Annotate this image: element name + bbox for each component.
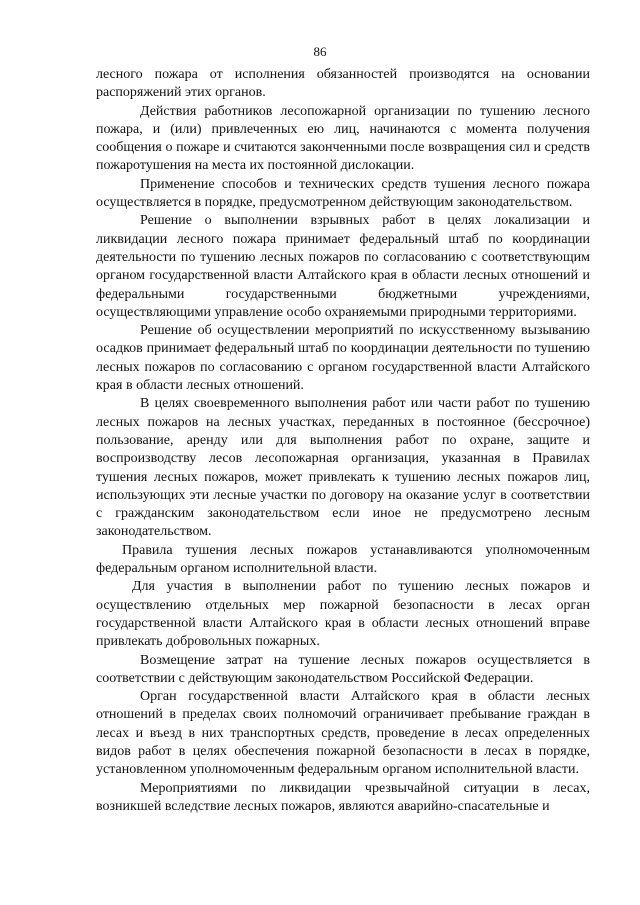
paragraph-volunteer-firefighters: Для участия в выполнении работ по тушению лесных пожаров и осуществлению отдельных мер пожарной безопасности в лесах орган государственной власти Алтайского края в области лесных отношений вправе привлекать добровольных пожарных.	[96, 579, 590, 650]
paragraph-emergency-measures: Мероприятиями по ликвидации чрезвычайной ситуации в лесах, возникшей вследствие лесных пожаров, являются аварийно-спасательные и	[96, 780, 590, 814]
paragraph-cost-reimbursement: Возмещение затрат на тушение лесных пожаров осуществляется в соответствии с действующим законодательством Российской Федерации.	[96, 652, 590, 686]
page-number: 86	[313, 44, 327, 59]
paragraph-continuation: лесного пожара от исполнения обязанностей производятся на основании распоряжений этих органов.	[96, 67, 590, 101]
paragraph-access-restriction: Орган государственной власти Алтайского края в области лесных отношений в пределах своих полномочий ограничивает пребывание граждан в лесах и въезд в них транспортных средств, проведение в лесах определенных видов работ в целях обеспечения пожарной безопасности в лесах в порядке, установленном уполномоченным федеральным органом исполнительной власти.	[96, 689, 590, 778]
paragraph-methods-and-means: Применение способов и технических средств тушения лесного пожара осуществляется в порядке, предусмотренном действующим законодательством.	[96, 176, 590, 211]
paragraph-rules-established: Правила тушения лесных пожаров устанавливаются уполномоченным федеральным органом исполнительной власти.	[96, 542, 590, 577]
paragraph-timely-works: В целях своевременного выполнения работ или части работ по тушению лесных пожаров на лесных участках, переданных в постоянное (бессрочное) пользование, аренду или для выполнения работ по охране, защите и воспроизводству лесов лесопожарная организация, указанная в Правилах тушения лесных пожаров, может привлекать к тушению лесных пожаров лиц, использующих эти лесные участки по договору на оказание услуг в соответствии с гражданским законодательством если иное не предусмотрено лесным законодательством.	[96, 396, 590, 540]
paragraph-blasting-works: Решение о выполнении взрывных работ в целях локализации и ликвидации лесного пожара принимает федеральный штаб по координации деятельности по тушению лесных пожаров по согласованию с соответствующим органом государственной власти Алтайского края в области лесных отношений и федеральными государственными бюджетными учреждениями, осуществляющими управление особо охраняемыми природными территориями.	[96, 213, 590, 320]
paragraph-artificial-precipitation: Решение об осуществлении мероприятий по искусственному вызыванию осадков принимает федеральный штаб по координации деятельности по тушению лесных пожаров по согласованию с органом государственной власти Алтайского края в области лесных отношений.	[96, 323, 590, 394]
document-body	[96, 66, 590, 816]
paragraph-fire-team-actions: Действия работников лесопожарной организации по тушению лесного пожара, и (или) привлеченных ею лиц, начинаются с момента получения сообщения о пожаре и считаются законченными после возвращения сил и средств пожаротушения на места их постоянной дислокации.	[96, 103, 590, 174]
